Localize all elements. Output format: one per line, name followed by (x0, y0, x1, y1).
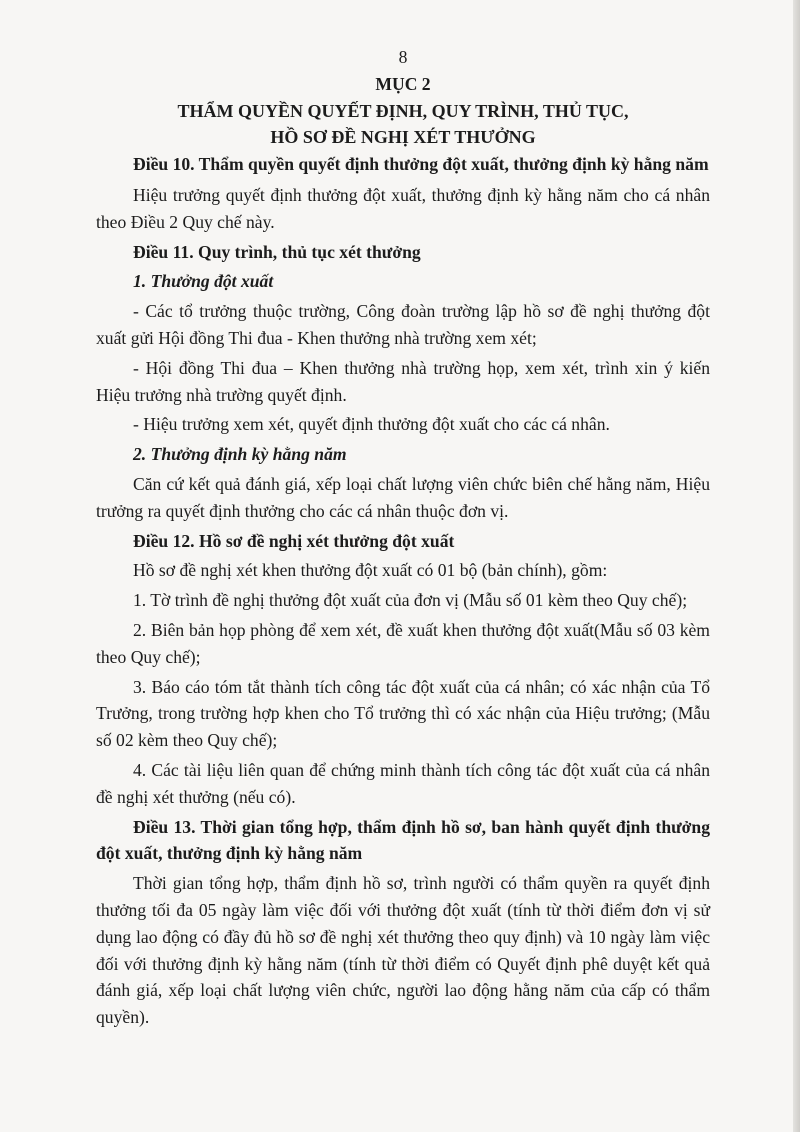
article-11-item: - Hội đồng Thi đua – Khen thưởng nhà trường họp, xem xét, trình xin ý kiến Hiệu trưởng nhà trường quyết định. (96, 357, 710, 405)
article-11-title: Điều 11. Quy trình, thủ tục xét thưởng (133, 241, 421, 262)
article-11-sub2-body: Căn cứ kết quả đánh giá, xếp loại chất lượng viên chức biên chế hằng năm, Hiệu trưởng ra quyết định thưởng cho các cá nhân thuộc đơn vị. (96, 473, 710, 521)
article-10-title: Điều 10. Thẩm quyền quyết định thưởng đột xuất, thưởng định kỳ hằng năm (133, 154, 709, 175)
article-11-item: - Các tổ trưởng thuộc trường, Công đoàn trường lập hồ sơ đề nghị thưởng đột xuất gửi Hội đồng Thi đua - Khen thưởng nhà trường xem xét; (96, 301, 710, 348)
section-label: MỤC 2 (375, 73, 431, 94)
section-title-line1: THẨM QUYỀN QUYẾT ĐỊNH, QUY TRÌNH, THỦ TỤC, (177, 100, 629, 121)
article-11-sub1: 1. Thưởng đột xuất (133, 271, 274, 292)
article-13-body: Thời gian tổng hợp, thẩm định hồ sơ, trình người có thẩm quyền ra quyết định thưởng tối đa 05 ngày làm việc đối với thưởng đột xuất (tính từ thời điểm đơn vị sử dụng lao động có đầy đủ hồ sơ đề nghị xét thưởng theo quy định) và 10 ngày làm việc đối với thưởng định kỳ hằng năm (tính từ thời điểm có Quyết định phê duyệt kết quả đánh giá, xếp loại chất lượng viên chức, người lao động hằng năm của cấp có thẩm quyền). (96, 873, 710, 1028)
article-12-item: 2. Biên bản họp phòng để xem xét, đề xuất khen thưởng đột xuất(Mẫu số 03 kèm theo Quy chế); (96, 619, 710, 667)
article-12-intro: Hồ sơ đề nghị xét khen thưởng đột xuất có 01 bộ (bản chính), gồm: (133, 560, 608, 581)
page-number: 8 (398, 47, 408, 67)
article-12-title: Điều 12. Hồ sơ đề nghị xét thưởng đột xuất (133, 530, 455, 551)
article-12-item: 3. Báo cáo tóm tắt thành tích công tác đột xuất của cá nhân; có xác nhận của Tổ Trưởng, trong trường hợp khen cho Tổ trưởng thì có xác nhận của Hiệu trưởng; (Mẫu số 02 kèm theo Quy chế); (96, 676, 710, 751)
page-edge-shadow (793, 0, 800, 1132)
article-12-item: 1. Tờ trình đề nghị thưởng đột xuất của đơn vị (Mẫu số 01 kèm theo Quy chế); (133, 590, 688, 611)
article-11-item: - Hiệu trưởng xem xét, quyết định thưởng đột xuất cho các cá nhân. (133, 414, 610, 435)
article-10-body: Hiệu trưởng quyết định thưởng đột xuất, thưởng định kỳ hằng năm cho cá nhân theo Điều 2 Quy chế này. (96, 184, 710, 232)
document-body (96, 44, 710, 1031)
article-13-title: Điều 13. Thời gian tổng hợp, thẩm định hồ sơ, ban hành quyết định thưởng đột xuất, thưởng định kỳ hằng năm (96, 816, 710, 864)
section-title-line2: HỒ SƠ ĐỀ NGHỊ XÉT THƯỞNG (270, 127, 536, 148)
article-12-item: 4. Các tài liệu liên quan để chứng minh thành tích công tác đột xuất của cá nhân đề nghị xét thưởng (nếu có). (96, 759, 710, 807)
article-11-sub2: 2. Thưởng định kỳ hằng năm (133, 444, 347, 465)
